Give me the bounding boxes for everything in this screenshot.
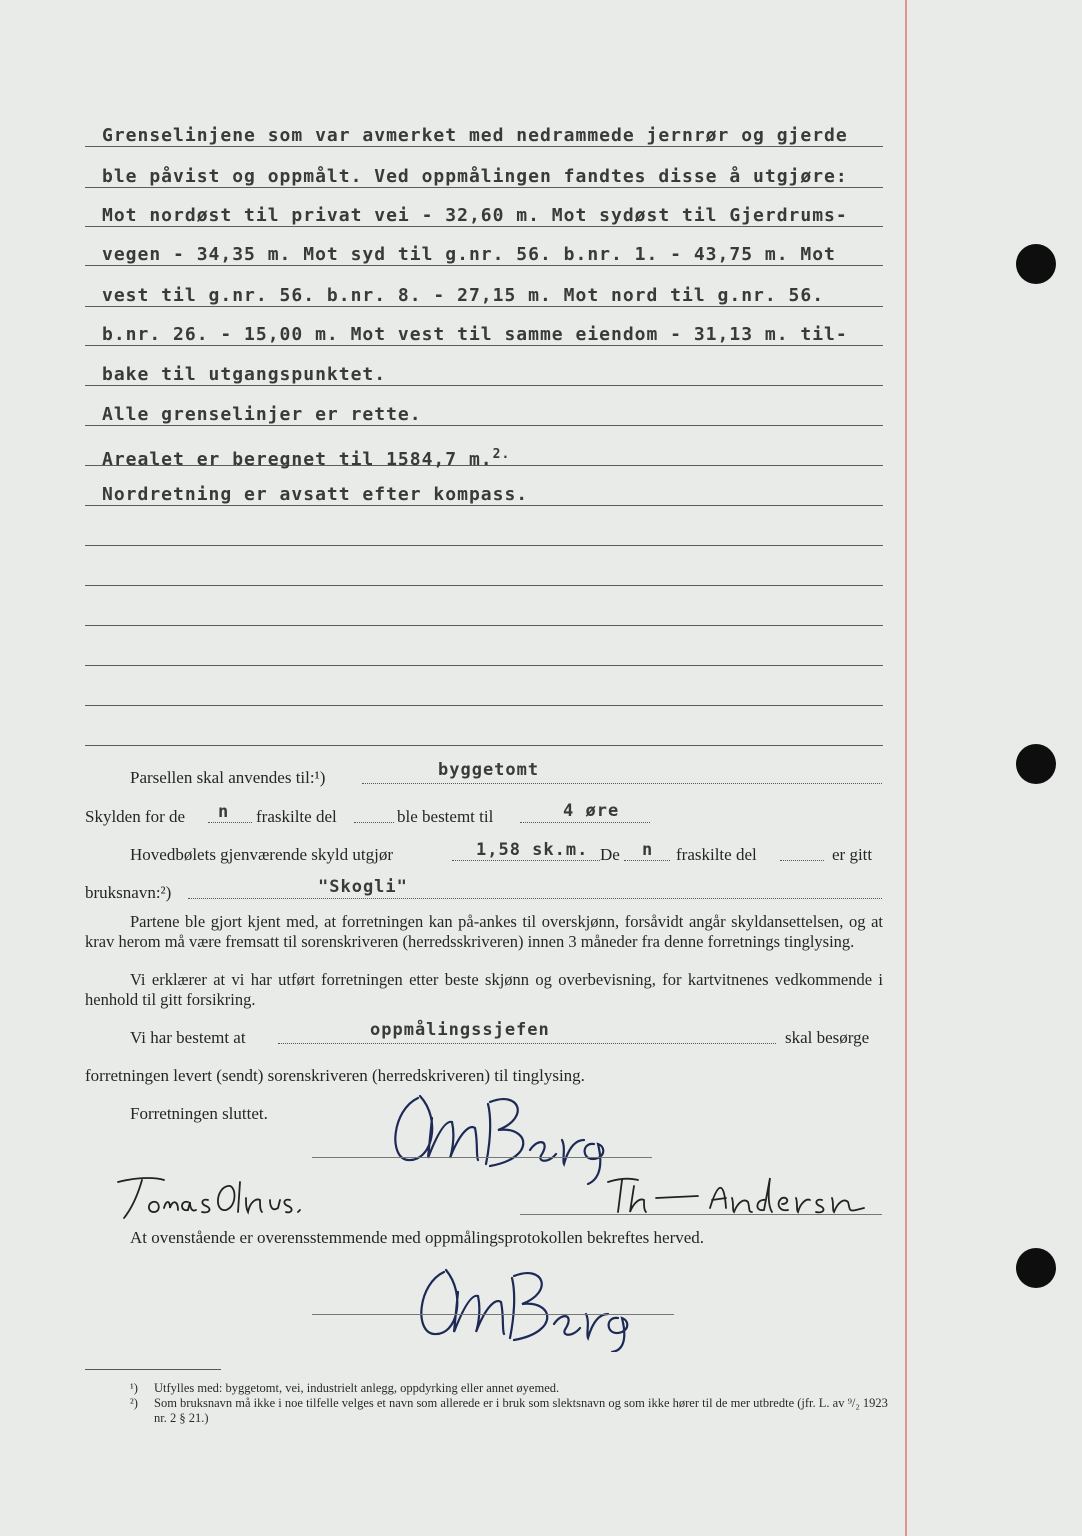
typed-line: vest til g.nr. 56. b.nr. 8. - 27,15 m. Mot nord til g.nr. 56. — [102, 285, 825, 306]
signature-line — [312, 1157, 652, 1158]
skylden-label-2: fraskilte del — [256, 807, 337, 826]
bruksnavn-value: "Skogli" — [318, 877, 408, 897]
ruled-line — [85, 585, 883, 586]
area-text: Arealet er beregnet til 1584,7 m. — [102, 449, 493, 470]
area-superscript: 2. — [492, 447, 511, 462]
footnote-text: Utfylles med: byggetomt, vei, industrielt anlegg, oppdyrking eller annet øyemed. — [154, 1381, 560, 1395]
typed-line: Alle grenselinjer er rette. — [102, 404, 422, 425]
hovedbol-label: Hovedbølets gjenværende skyld utgjør — [130, 845, 393, 864]
ruled-line — [85, 505, 883, 506]
signature-confirm — [404, 1256, 664, 1352]
skylden-value: 4 øre — [563, 801, 620, 821]
signature-right — [600, 1172, 875, 1222]
ruled-line — [85, 425, 883, 426]
signature-line — [312, 1314, 674, 1315]
punch-hole — [1016, 744, 1056, 784]
declaration-paragraph: Vi erklærer at vi har utført forretningen etter beste skjønn og overbevisning, for kartvitnenes vedkommende i henhold til gitt forsikring. — [85, 970, 883, 1009]
dotted-line — [520, 822, 650, 823]
sluttet-label: Forretningen sluttet. — [130, 1104, 268, 1123]
bestemt-label: Vi har bestemt at — [130, 1028, 246, 1047]
footnote-text: Som bruksnavn må ikke i noe tilfelle velges et navn som allerede er i bruk som slektsnavn og som ikke hører til de mer utbredte (jfr. L. av ⁹/₂ 1923 nr. 2 § 21.) — [154, 1396, 888, 1425]
hovedbol-label-de: De — [600, 845, 620, 864]
footnote-rule — [85, 1369, 221, 1370]
hovedbol-label-3: er gitt — [832, 845, 873, 864]
ruled-line — [85, 187, 883, 188]
dotted-line — [188, 898, 882, 899]
footnote-number: ¹) — [130, 1381, 138, 1395]
typed-line: vegen - 34,35 m. Mot syd til g.nr. 56. b.nr. 1. - 43,75 m. Mot — [102, 244, 836, 265]
dotted-line — [354, 822, 394, 823]
bestemt-label-2: skal besørge — [785, 1028, 870, 1047]
parsellen-label: Parsellen skal anvendes til:¹) — [130, 768, 326, 787]
dotted-line — [278, 1043, 776, 1044]
signature-left — [112, 1168, 342, 1228]
punch-hole — [1016, 244, 1056, 284]
footnote-1 — [130, 1381, 890, 1396]
footnote-2 — [130, 1396, 890, 1426]
dotted-line — [780, 860, 824, 861]
levert-line: forretningen levert (sendt) sorenskriveren (herredskriveren) til tinglysing. — [85, 1066, 585, 1085]
ruled-line — [85, 745, 883, 746]
hovedbol-value-n: n — [642, 840, 654, 860]
ruled-line — [85, 705, 883, 706]
typed-line: b.nr. 26. - 15,00 m. Mot vest til samme eiendom - 31,13 m. til- — [102, 324, 848, 345]
skylden-value-n: n — [218, 802, 230, 822]
skylden-label: Skylden for de — [85, 807, 186, 826]
ruled-line — [85, 306, 883, 307]
dotted-line — [624, 860, 670, 861]
typed-line: Nordretning er avsatt efter kompass. — [102, 484, 529, 505]
skylden-label-3: ble bestemt til — [397, 807, 494, 826]
ruled-line — [85, 665, 883, 666]
typed-line: ble påvist og oppmålt. Ved oppmålingen fandtes disse å utgjøre: — [102, 166, 848, 187]
ruled-line — [85, 385, 883, 386]
typed-line: Mot nordøst til privat vei - 32,60 m. Mot sydøst til Gjerdrums- — [102, 205, 848, 226]
punch-hole — [1016, 1248, 1056, 1288]
red-margin-line — [905, 0, 907, 1536]
ruled-line — [85, 265, 883, 266]
typed-line — [102, 445, 510, 470]
ruled-line — [85, 345, 883, 346]
terms-paragraph: Partene ble gjort kjent med, at forretningen kan på-ankes til overskjønn, forsåvidt angår skyldansettelsen, og at krav herom må være fremsatt til sorenskriveren (herredsskriveren) innen 3 måneder fra denne forretnings tinglysing. — [85, 912, 883, 951]
parsellen-value: byggetomt — [438, 760, 540, 780]
dotted-line — [452, 860, 600, 861]
dotted-line — [362, 783, 882, 784]
bestemt-value: oppmålingssjefen — [370, 1020, 550, 1040]
ruled-line — [85, 146, 883, 147]
ruled-line — [85, 545, 883, 546]
ruled-line — [85, 226, 883, 227]
hovedbol-label-2: fraskilte del — [676, 845, 757, 864]
footnote-number: ²) — [130, 1396, 138, 1410]
dotted-line — [208, 822, 252, 823]
bruksnavn-label: bruksnavn:²) — [85, 883, 172, 902]
typed-line: bake til utgangspunktet. — [102, 364, 387, 385]
confirmation-text: At ovenstående er overensstemmende med oppmålingsprotokollen bekreftes herved. — [130, 1228, 705, 1247]
typed-line: Grenselinjene som var avmerket med nedrammede jernrør og gjerde — [102, 125, 848, 146]
signature-main — [380, 1080, 650, 1185]
hovedbol-value: 1,58 sk.m. — [476, 840, 589, 860]
ruled-line — [85, 625, 883, 626]
